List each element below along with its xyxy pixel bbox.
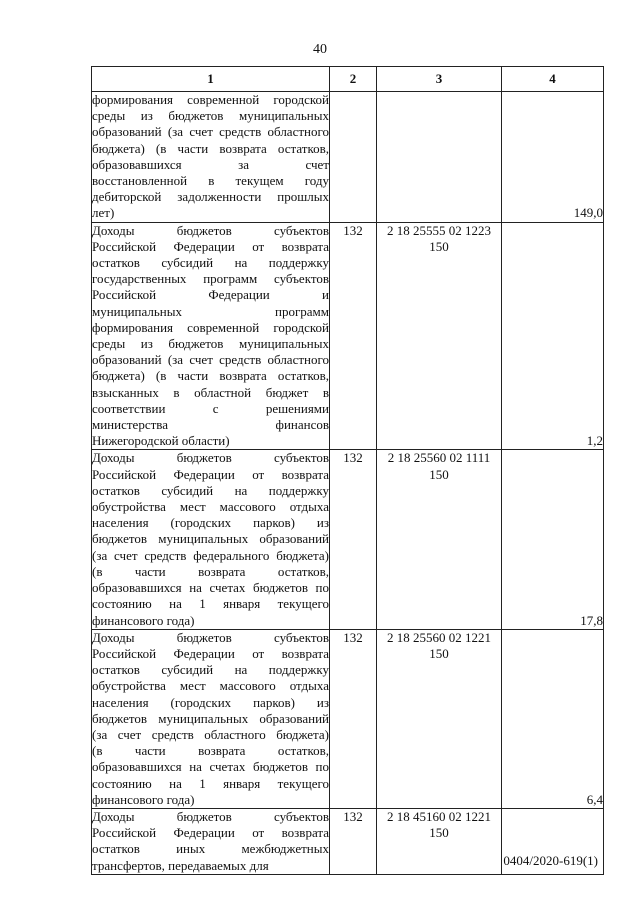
table-row: [92, 629, 604, 808]
description-line: взысканных в областной бюджет в: [92, 384, 329, 400]
description-line: Доходы бюджетов субъектов: [92, 629, 329, 645]
description-line: муниципальных программ: [92, 303, 329, 319]
admin-code: [330, 92, 377, 223]
kbk-line-2: 150: [429, 466, 449, 482]
description-line: дебиторской задолженности прошлых: [92, 189, 329, 205]
kbk-line-1: 2 18 25555 02 1223: [387, 222, 491, 238]
description-line: бюджетов муниципальных образований: [92, 710, 329, 726]
description-line: среды из бюджетов муниципальных: [92, 336, 329, 352]
description-line: населения (городских парков) из: [92, 515, 329, 531]
description-line: государственных программ субъектов: [92, 271, 329, 287]
description-line: Доходы бюджетов субъектов: [92, 450, 329, 466]
description-line: Российской Федерации от возврата: [92, 645, 329, 661]
description-line: Российской Федерации от возврата: [92, 238, 329, 254]
description-line: образований (за счет средств областного: [92, 124, 329, 140]
description-line: формирования современной городской: [92, 92, 329, 107]
revenue-description: [92, 629, 330, 808]
description-line: формирования современной городской: [92, 319, 329, 335]
budget-classification-code: [377, 92, 502, 223]
description-line: остатков иных межбюджетных: [92, 841, 329, 857]
revenue-description: [92, 450, 330, 629]
budget-classification-code: [377, 629, 502, 808]
kbk-line-2: 150: [429, 825, 449, 841]
description-line: образований (за счет средств областного: [92, 352, 329, 368]
description-line: остатков субсидий на поддержку: [92, 662, 329, 678]
description-line: состоянию на 1 января текущего: [92, 775, 329, 791]
amount: 149,0: [502, 92, 604, 223]
description-line: Доходы бюджетов субъектов: [92, 808, 329, 824]
amount: 1,2: [502, 222, 604, 450]
description-line: бюджета) (в части возврата остатков,: [92, 140, 329, 156]
admin-code: 132: [330, 222, 377, 450]
description-line: министерства финансов: [92, 417, 329, 433]
description-line: (за счет средств федерального бюджета): [92, 547, 329, 563]
description-line: финансового года): [92, 791, 195, 807]
description-line: остатков субсидий на поддержку: [92, 482, 329, 498]
description-line: Российской Федерации и: [92, 287, 329, 303]
description-line: финансового года): [92, 612, 195, 628]
budget-classification-code: [377, 450, 502, 629]
kbk-line-1: 2 18 45160 02 1221: [387, 808, 491, 824]
admin-code: 132: [330, 808, 377, 874]
admin-code: 132: [330, 450, 377, 629]
description-line: обустройства мест массового отдыха: [92, 499, 329, 515]
table-row: [92, 222, 604, 450]
revenue-table: [91, 66, 604, 875]
revenue-description: [92, 222, 330, 450]
kbk-line-1: 2 18 25560 02 1111: [387, 450, 491, 466]
description-line: состоянию на 1 января текущего: [92, 596, 329, 612]
header-row: [92, 67, 604, 92]
description-line: бюджетов муниципальных образований: [92, 531, 329, 547]
description-line: бюджета) (в части возврата остатков,: [92, 368, 329, 384]
description-line: образовавшихся за счет: [92, 156, 329, 172]
description-line: Российской Федерации от возврата: [92, 466, 329, 482]
description-line: образовавшихся на счетах бюджетов по: [92, 580, 329, 596]
admin-code: 132: [330, 629, 377, 808]
budget-classification-code: [377, 808, 502, 874]
page-number: 40: [313, 42, 327, 57]
kbk-line-1: 2 18 25560 02 1221: [387, 629, 491, 645]
revenue-description: [92, 92, 330, 223]
kbk-line-2: 150: [429, 645, 449, 661]
description-line: Доходы бюджетов субъектов: [92, 222, 329, 238]
header-col-4: 4: [502, 67, 604, 92]
header-col-1: 1: [92, 67, 330, 92]
revenue-description: [92, 808, 330, 874]
description-line: Российской Федерации от возврата: [92, 825, 329, 841]
description-line: трансфертов, передаваемых для: [92, 857, 269, 873]
header-col-3: 3: [377, 67, 502, 92]
description-line: Нижегородской области): [92, 433, 230, 449]
amount: 17,8: [502, 450, 604, 629]
description-line: (в части возврата остатков,: [92, 743, 329, 759]
description-line: среды из бюджетов муниципальных: [92, 108, 329, 124]
description-line: (за счет средств областного бюджета): [92, 726, 329, 742]
description-line: соответствии с решениями: [92, 400, 329, 416]
description-line: обустройства мест массового отдыха: [92, 678, 329, 694]
description-line: образовавшихся на счетах бюджетов по: [92, 759, 329, 775]
description-line: остатков субсидий на поддержку: [92, 255, 329, 271]
description-line: восстановленной в текущем году: [92, 173, 329, 189]
document-code: 0404/2020-619(1): [503, 853, 598, 868]
table-row: [92, 92, 604, 223]
budget-classification-code: [377, 222, 502, 450]
description-line: (в части возврата остатков,: [92, 563, 329, 579]
header-col-2: 2: [330, 67, 377, 92]
description-line: населения (городских парков) из: [92, 694, 329, 710]
table-row: [92, 450, 604, 629]
amount: 6,4: [502, 629, 604, 808]
description-line: лет): [92, 205, 115, 221]
kbk-line-2: 150: [429, 238, 449, 254]
